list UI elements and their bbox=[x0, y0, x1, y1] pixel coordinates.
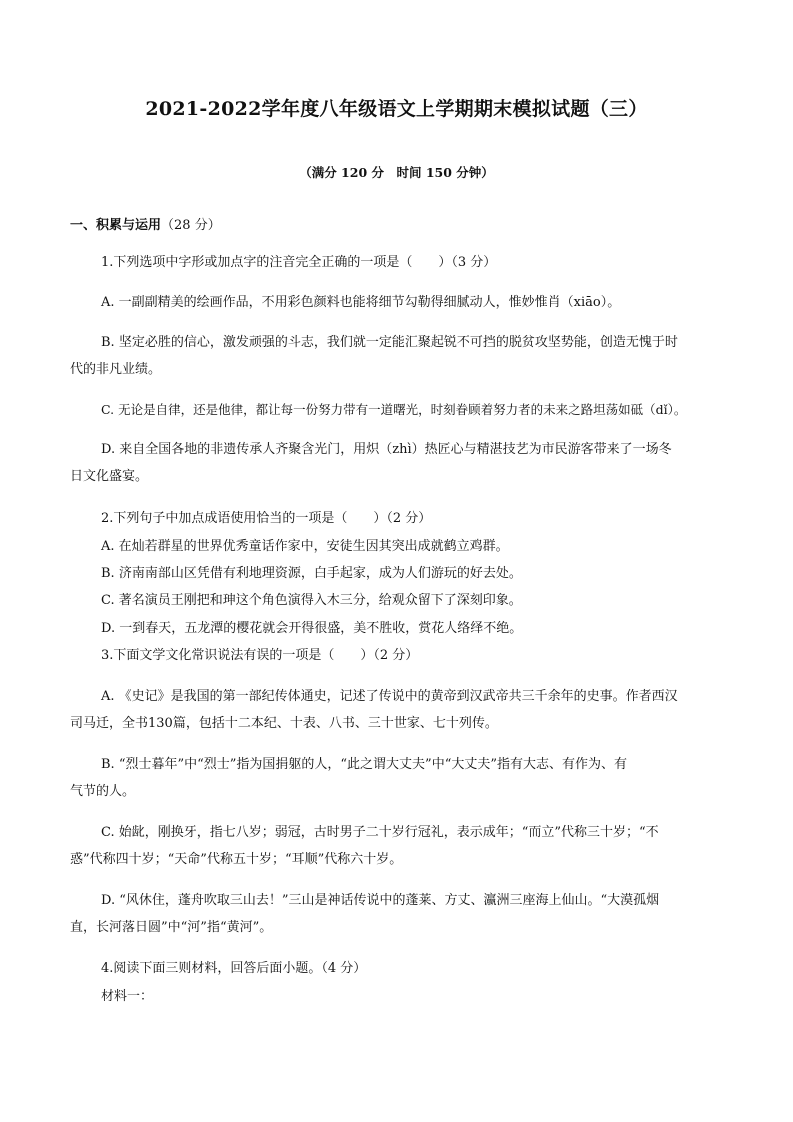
question-3-option-d-line2: 直，长河落日圆”中“河”指“黄河”。 bbox=[70, 920, 273, 935]
question-2-option-c: C. 著名演员王刚把和珅这个角色演得入木三分，给观众留下了深刻印象。 bbox=[101, 593, 522, 608]
question-1-option-b-line1: B. 坚定必胜的信心，激发顽强的斗志，我们就一定能汇聚起锐不可挡的脱贫攻坚势能，创造无愧于时 bbox=[101, 335, 678, 350]
question-3-option-b-line1: B. “烈士暮年”中“烈士”指为国捐躯的人，“此之谓大丈夫”中“大丈夫”指有大志、有作为、有 bbox=[101, 757, 627, 772]
question-3-option-b-line2: 气节的人。 bbox=[70, 784, 136, 799]
question-1-option-d-line2: 日文化盛宴。 bbox=[70, 469, 149, 484]
question-3-option-a-line2: 司马迁，全书130篇，包括十二本纪、十表、八书、三十世家、七十列传。 bbox=[70, 716, 498, 731]
question-3-option-c-line1: C. 始龀，刚换牙，指七八岁；弱冠，古时男子二十岁行冠礼，表示成年；“而立”代称三十岁；“不 bbox=[101, 825, 659, 840]
section-heading bbox=[70, 214, 221, 233]
section-title: 一、积累与运用 bbox=[70, 218, 162, 233]
question-4-material-1-label: 材料一： bbox=[101, 989, 154, 1004]
question-2-stem: 2.下列句子中加点成语使用恰当的一项是（ ）（2 分） bbox=[101, 511, 432, 526]
question-1-option-b-line2: 代的非凡业绩。 bbox=[70, 362, 162, 377]
question-1-stem: 1.下列选项中字形或加点字的注音完全正确的一项是（ ）（3 分） bbox=[101, 255, 497, 270]
section-points: （28 分） bbox=[161, 218, 221, 233]
question-4-stem: 4.阅读下面三则材料，回答后面小题。（4 分） bbox=[101, 961, 367, 976]
exam-info: （满分 120 分 时间 150 分钟） bbox=[299, 165, 494, 180]
question-3-option-a-line1: A. 《史记》是我国的第一部纪传体通史，记述了传说中的黄帝到汉武帝共三千余年的史事。作者西汉 bbox=[101, 689, 678, 704]
question-2-option-b: B. 济南南部山区凭借有利地理资源，白手起家，成为人们游玩的好去处。 bbox=[101, 566, 522, 581]
question-3-stem: 3.下面文学文化常识说法有误的一项是（ ）（2 分） bbox=[101, 648, 419, 663]
question-1-option-a: A. 一副副精美的绘画作品，不用彩色颜料也能将细节勾勒得细腻动人，惟妙惟肖（xiāo）。 bbox=[101, 295, 621, 310]
question-1-option-d-line1: D. 来自全国各地的非遗传承人齐聚含光门，用炽（zhì）热匠心与精湛技艺为市民游客带来了一场冬 bbox=[101, 442, 672, 457]
page-title: 2021-2022学年度八年级语文上学期期末模拟试题（三） bbox=[145, 98, 648, 120]
question-3-option-d-line1: D. “风休住，蓬舟吹取三山去！”三山是神话传说中的蓬莱、方丈、瀛洲三座海上仙山。“大漠孤烟 bbox=[101, 893, 660, 908]
question-2-option-a: A. 在灿若群星的世界优秀童话作家中，安徒生因其突出成就鹤立鸡群。 bbox=[101, 539, 509, 554]
question-2-option-d: D. 一到春天，五龙潭的樱花就会开得很盛，美不胜收，赏花人络绎不绝。 bbox=[101, 621, 523, 636]
question-1-option-c: C. 无论是自律，还是他律，都让每一份努力带有一道曙光，时刻眷顾着努力者的未来之路坦荡如砥（dǐ）。 bbox=[101, 402, 687, 417]
question-3-option-c-line2: 惑”代称四十岁；“天命”代称五十岁；“耳顺”代称六十岁。 bbox=[70, 852, 403, 867]
